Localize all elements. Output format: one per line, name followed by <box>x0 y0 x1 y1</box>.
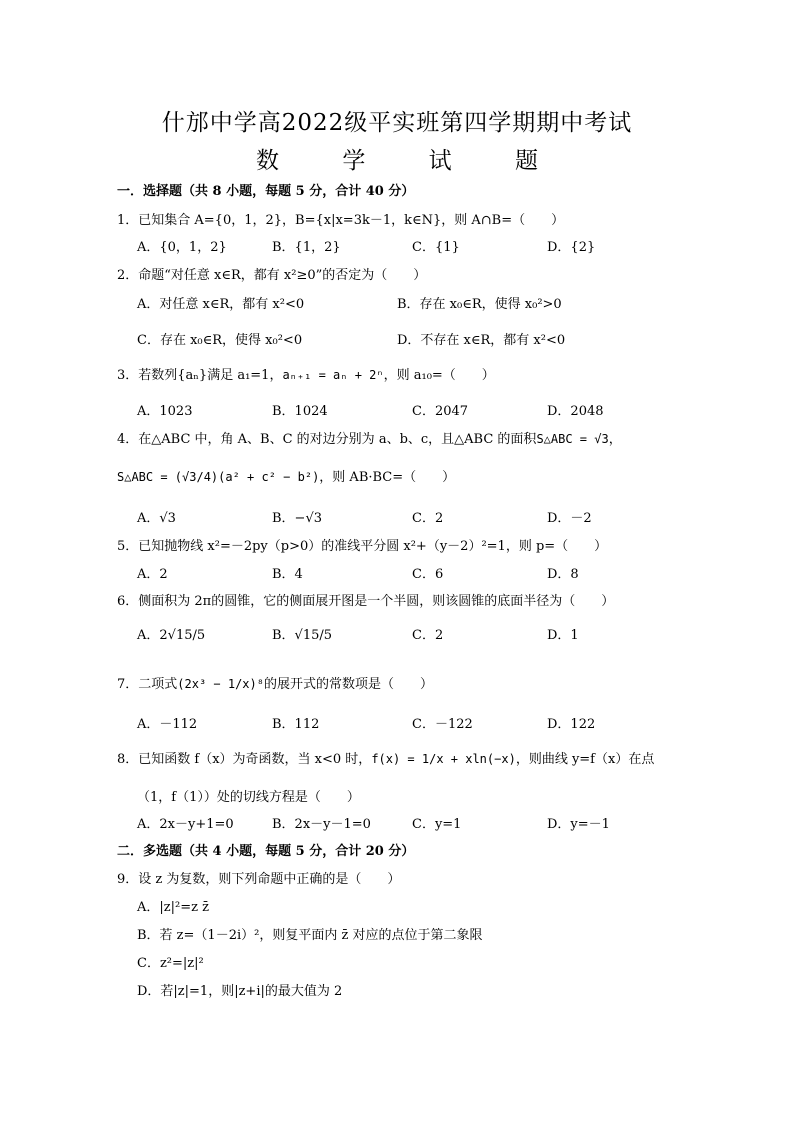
question-4-area-expression: S△ABC = (√3/4)(a² + c² − b²) <box>117 470 320 484</box>
question-6-stem: 6．侧面积为 2π的圆锥，它的侧面展开图是一个半圆，则该圆锥的底面半径为（ ） <box>117 594 615 609</box>
question-1-option-b: B．{1，2} <box>272 240 341 255</box>
question-4-stem <box>117 428 622 447</box>
question-3-stem-end: ，则 a₁₀=（ ） <box>383 368 495 383</box>
question-4-option-b: B．−√3 <box>272 511 323 526</box>
question-6-option-b: B．√15/5 <box>272 628 333 643</box>
question-8-option-d: D．y=－1 <box>547 817 610 832</box>
question-8-option-b: B．2x－y－1=0 <box>272 817 371 832</box>
question-7-option-d: D．122 <box>547 717 596 732</box>
question-9-option-d: D．若|z|=1，则|z+i|的最大值为 2 <box>137 984 343 999</box>
question-7-option-b: B．112 <box>272 717 320 732</box>
question-9-stem: 9．设 z 为复数，则下列命题中正确的是（ ） <box>117 872 401 887</box>
question-2-stem: 2．命题“对任意 x∈R，都有 x²≥0”的否定为（ ） <box>117 268 427 283</box>
question-3-option-a: A．1023 <box>137 404 193 419</box>
question-8-stem-middle: ，则曲线 y=f（x）在点 <box>515 752 655 767</box>
question-2-option-b: B．存在 x₀∈R，使得 x₀²>0 <box>397 297 562 312</box>
question-7-binomial-formula: (2x³ − 1/x)⁸ <box>177 677 264 691</box>
question-4-stem-end: ，则 AB·BC=（ ） <box>319 470 456 485</box>
question-7-option-a: A．－112 <box>137 717 198 732</box>
question-3-option-b: B．1024 <box>272 404 328 419</box>
exam-subtitle: 数 学 试 题 <box>256 148 566 174</box>
question-5-option-c: C．6 <box>412 567 444 582</box>
question-4-stem-comma: ， <box>608 432 622 447</box>
question-6-option-a: A．2√15/5 <box>137 628 206 643</box>
question-3-stem <box>117 364 495 383</box>
question-2-option-d: D．不存在 x∈R，都有 x²<0 <box>397 333 566 348</box>
question-8-function-formula: f(x) = 1/x + xln(−x) <box>371 752 516 766</box>
question-9-option-b: B．若 z=（1－2i）²，则复平面内 z̄ 对应的点位于第二象限 <box>137 928 483 943</box>
question-1-option-a: A．{0，1，2} <box>137 240 227 255</box>
section-heading-choice: 一．选择题（共 8 小题，每题 5 分，合计 40 分） <box>117 184 415 199</box>
question-4-option-d: D．－2 <box>547 511 592 526</box>
question-5-option-a: A．2 <box>137 567 168 582</box>
question-4-stem-start: 4．在△ABC 中，角 A、B、C 的对边分别为 a、b、c，且△ABC 的面积 <box>117 432 537 447</box>
question-4-option-a: A．√3 <box>137 511 176 526</box>
question-4-option-c: C．2 <box>412 511 444 526</box>
question-8-option-a: A．2x－y+1=0 <box>137 817 234 832</box>
question-3-stem-start: 3．若数列{aₙ}满足 a₁=1， <box>117 368 283 383</box>
question-2-option-c: C．存在 x₀∈R，使得 x₀²<0 <box>137 333 303 348</box>
question-1-stem: 1．已知集合 A={0，1，2}，B={x|x=3k－1，k∈N}，则 A∩B=（ ） <box>117 213 565 228</box>
question-8-option-c: C．y=1 <box>412 817 462 832</box>
question-3-option-c: C．2047 <box>412 404 469 419</box>
question-8-stem-line2: （1，f（1））处的切线方程是（ ） <box>137 790 360 805</box>
section-heading-multiple: 二．多选题（共 4 小题，每题 5 分，合计 20 分） <box>117 844 415 859</box>
question-2-option-a: A．对任意 x∈R，都有 x²<0 <box>137 297 305 312</box>
question-9-option-a: A．|z|²=z z̄ <box>137 900 209 915</box>
question-5-option-d: D．8 <box>547 567 579 582</box>
question-4-area-formula: S△ABC = √3 <box>536 432 609 446</box>
question-1-option-c: C．{1} <box>412 240 460 255</box>
question-1-option-d: D．{2} <box>547 240 596 255</box>
question-5-option-b: B．4 <box>272 567 303 582</box>
question-9-option-c: C．z²=|z|² <box>137 956 204 971</box>
question-7-stem <box>117 673 433 692</box>
question-3-recurrence-formula: aₙ₊₁ = aₙ + 2ⁿ <box>282 368 384 382</box>
question-6-option-d: D．1 <box>547 628 579 643</box>
question-3-option-d: D．2048 <box>547 404 604 419</box>
question-4-stem-line2 <box>117 466 455 485</box>
question-6-option-c: C．2 <box>412 628 444 643</box>
question-7-stem-start: 7．二项式 <box>117 677 178 692</box>
question-8-stem-start: 8．已知函数 f（x）为奇函数，当 x<0 时， <box>117 752 372 767</box>
question-7-stem-end: 的展开式的常数项是（ ） <box>263 677 433 692</box>
question-5-stem: 5．已知抛物线 x²=－2py（p>0）的准线平分圆 x²+（y－2）²=1，则 p=（ ） <box>117 539 608 554</box>
question-8-stem <box>117 748 654 767</box>
question-7-option-c: C．－122 <box>412 717 473 732</box>
exam-title: 什邡中学高2022级平实班第四学期期中考试 <box>161 110 633 136</box>
